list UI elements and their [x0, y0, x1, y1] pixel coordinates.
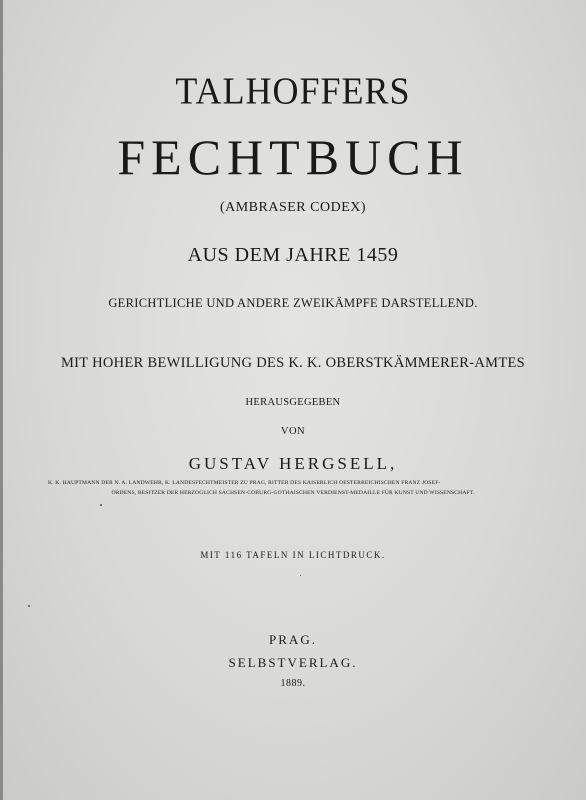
publisher: SELBSTVERLAG. [228, 655, 358, 670]
description-line: GERICHTLICHE UND ANDERE ZWEIKÄMPFE DARSTELLEND. [108, 296, 478, 310]
permission-line: MIT HOHER BEWILLIGUNG DES K. K. OBERSTKÄMMERER-AMTES [60, 355, 526, 371]
edited-label: HERAUSGEGEBEN [245, 397, 341, 408]
plates-note: MIT 116 TAFELN IN LICHTDRUCK. [200, 550, 386, 560]
year-line: AUS DEM JAHRE 1459 [187, 244, 399, 266]
publication-place: PRAG. [269, 632, 317, 647]
paper-speck [100, 504, 102, 506]
title-line-talhoffers: TALHOFFERS [175, 70, 411, 112]
credentials-line-2: ORDENS, BESITZER DER HERZOGLICH SACHSEN-COBURG-GOTHAISCHEN VERDIENST-MEDAILLE FÜR KUNST UND WISSENSCHAFT. [111, 490, 475, 496]
credentials-line-1: K. K. HAUPTMANN DER N. A. LANDWEHR, K. LANDESFECHTMEISTER ZU PRAG, RITTER DES KAISERLICH OESTERREICHISCHEN FRANZ JOSEF- [48, 480, 441, 486]
codex-subtitle: (AMBRASER CODEX) [219, 200, 367, 215]
title-line-fechtbuch: FECHTBUCH [117, 129, 469, 185]
paper-speck [300, 575, 301, 576]
paper-speck [28, 605, 30, 607]
author-name: GUSTAV HERGSELL, [188, 454, 398, 473]
publication-year: 1889. [280, 678, 306, 689]
von-label: VON [280, 426, 306, 437]
author-credentials [48, 478, 538, 498]
